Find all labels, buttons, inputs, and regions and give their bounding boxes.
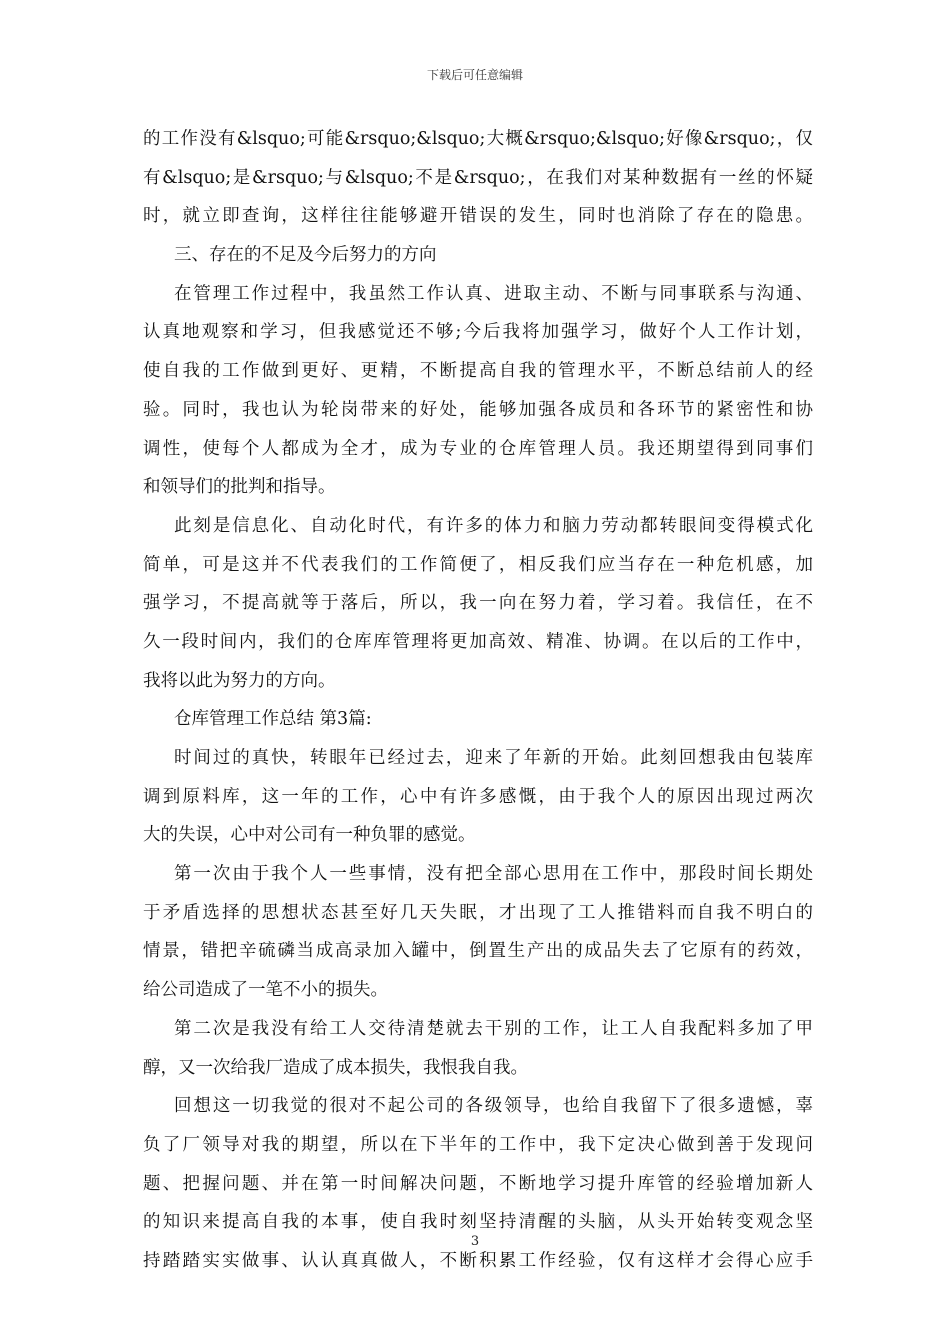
section-heading: 仓库管理工作总结 第3篇:	[174, 709, 372, 730]
paragraph-line: 第二次是我没有给工人交待清楚就去干别的工作，让工人自我配料多加了甲	[174, 1018, 813, 1039]
paragraph-line: 久一段时间内，我们的仓库库管理将更加高效、精准、协调。在以后的工作中，	[143, 631, 813, 652]
paragraph-line: 在管理工作过程中，我虽然工作认真、进取主动、不断与同事联系与沟通、	[174, 283, 813, 304]
paragraph-line: 此刻是信息化、自动化时代，有许多的体力和脑力劳动都转眼间变得模式化	[174, 515, 813, 536]
paragraph-line: 强学习，不提高就等于落后，所以，我一向在努力着，学习着。我信任，在不	[143, 593, 813, 614]
paragraph-line: 大的失误，心中对公司有一种负罪的感觉。	[143, 825, 476, 846]
section-heading: 三、存在的不足及今后努力的方向	[174, 245, 437, 266]
paragraph-line: 有&lsquo;是&rsquo;与&lsquo;不是&rsquo;，在我们对某种数据有一丝的怀疑	[143, 167, 813, 188]
paragraph-line: 简单，可是这并不代表我们的工作简便了，相反我们应当存在一种危机感，加	[143, 554, 813, 575]
paragraph-line: 第一次由于我个人一些事情，没有把全部心思用在工作中，那段时间长期处	[174, 864, 813, 885]
paragraph-line: 认真地观察和学习，但我感觉还不够;今后我将加强学习，做好个人工作计划，	[143, 322, 813, 343]
paragraph-line: 的工作没有&lsquo;可能&rsquo;&lsquo;大概&rsquo;&lsquo;好像&rsquo;，仅	[143, 129, 813, 149]
paragraph-line: 醇，又一次给我厂造成了成本损失，我恨我自我。	[143, 1057, 528, 1078]
paragraph-line: 情景，错把辛硫磷当成高录加入罐中，倒置生产出的成品失去了它原有的药效，	[143, 941, 813, 962]
paragraph-line: 给公司造成了一笔不小的损失。	[143, 980, 388, 1001]
document-body	[143, 120, 813, 1281]
paragraph-line: 调到原料库，这一年的工作，心中有许多感慨，由于我个人的原因出现过两次	[143, 786, 813, 807]
paragraph-line: 我将以此为努力的方向。	[143, 670, 336, 691]
paragraph-line: 负了厂领导对我的期望，所以在下半年的工作中，我下定决心做到善于发现问	[143, 1134, 813, 1155]
paragraph-line: 时，就立即查询，这样往往能够避开错误的发生，同时也消除了存在的隐患。	[143, 206, 813, 227]
paragraph-line: 持踏踏实实做事、认认真真做人，不断积累工作经验，仅有这样才会得心应手	[143, 1250, 813, 1271]
paragraph-line: 使自我的工作做到更好、更精，不断提高自我的管理水平，不断总结前人的经	[143, 361, 813, 382]
paragraph-line: 验。同时，我也认为轮岗带来的好处，能够加强各成员和各环节的紧密性和协	[143, 399, 813, 420]
paragraph-line: 于矛盾选择的思想状态甚至好几天失眠，才出现了工人推错料而自我不明白的	[143, 902, 813, 923]
paragraph-line: 题、把握问题、并在第一时间解决问题，不断地学习提升库管的经验增加新人	[143, 1173, 813, 1194]
page-number: 3	[470, 1234, 480, 1249]
paragraph-line: 和领导们的批判和指导。	[143, 477, 336, 498]
paragraph-line: 回想这一切我觉的很对不起公司的各级领导，也给自我留下了很多遗憾，辜	[174, 1096, 813, 1117]
page-header: 下载后可任意编辑	[426, 68, 523, 82]
paragraph-line: 调性，使每个人都成为全才，成为专业的仓库管理人员。我还期望得到同事们	[143, 438, 813, 459]
paragraph-line: 的知识来提高自我的本事，使自我时刻坚持清醒的头脑，从头开始转变观念坚	[143, 1212, 813, 1233]
paragraph-line: 时间过的真快，转眼年已经过去，迎来了年新的开始。此刻回想我由包装库	[174, 748, 813, 768]
